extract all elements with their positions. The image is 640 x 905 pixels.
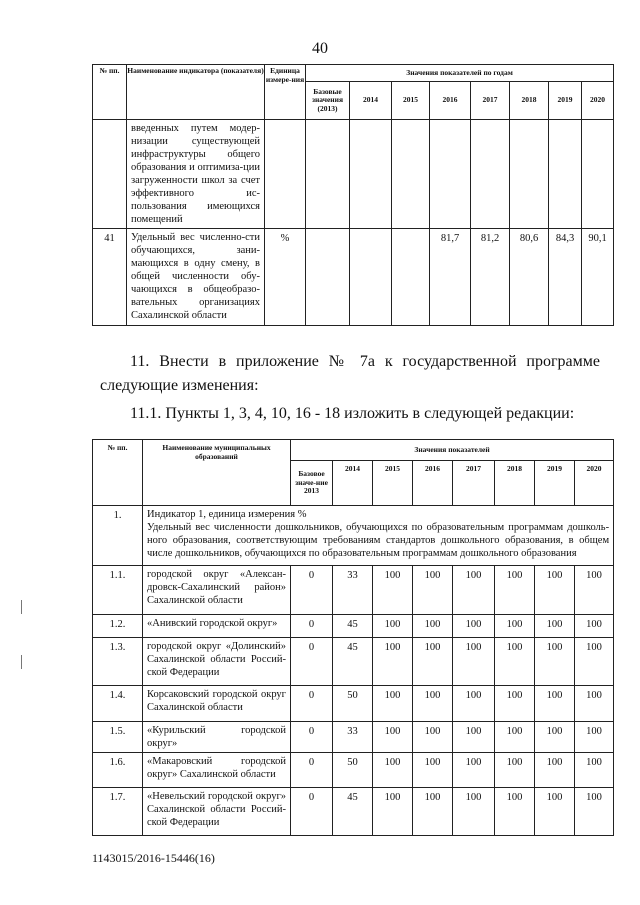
row-name: городской округ «Долинский» Сахалинской области Россий-ской Федерации [143, 638, 291, 686]
header-year: 2014 [350, 82, 392, 120]
amendment-subparagraph: 11.1. Пункты 1, 3, 4, 10, 16 - 18 изложить в следующей редакции: [130, 405, 575, 422]
row-value: 100 [495, 722, 535, 753]
row-value: 100 [575, 753, 614, 788]
row-unit [265, 120, 306, 229]
row-value: 100 [575, 638, 614, 686]
row-value [471, 120, 510, 229]
header-year: 2017 [471, 82, 510, 120]
table-row [93, 615, 614, 638]
row-value [549, 120, 582, 229]
row-base [306, 229, 350, 326]
row-base [306, 120, 350, 229]
row-value: 100 [575, 686, 614, 722]
row-num: 41 [93, 229, 127, 326]
margin-mark [21, 600, 22, 614]
header-year: 2015 [392, 82, 430, 120]
row-value [350, 120, 392, 229]
header-year: 2014 [333, 461, 373, 506]
row-name: городской округ «Алексан-дровск-Сахалинский район» Сахалинской области [143, 566, 291, 615]
row-value [510, 120, 549, 229]
row-name: Удельный вес численно-сти обучающихся, зани-мающихся в одну смену, в общей численности обу-чающихся в общеобразо-вательных организациях Сахалинской области [127, 229, 265, 326]
row-value: 100 [413, 615, 453, 638]
row-value: 100 [453, 686, 495, 722]
row-value: 100 [535, 566, 575, 615]
header-year: 2019 [535, 461, 575, 506]
indicator-description [143, 506, 614, 566]
indicator-text: Удельный вес численности дошкольников, обучающихся по образовательным программам дошколь-ного образования, соответствующим требованиям стандартов дошкольного образования, в общем числе дошкольников, обучающихся по образовательным программам дошкольного образования [147, 522, 610, 559]
table-row [93, 229, 614, 326]
row-value: 100 [453, 753, 495, 788]
row-value: 100 [413, 566, 453, 615]
indicator-table [92, 64, 614, 326]
row-base: 0 [291, 638, 333, 686]
row-value: 100 [535, 638, 575, 686]
header-year: 2020 [575, 461, 614, 506]
row-name: Корсаковский городской округ Сахалинской области [143, 686, 291, 722]
page-number: 40 [312, 40, 328, 57]
row-value: 100 [575, 615, 614, 638]
header-values-by-year: Значения показателей по годам [306, 65, 614, 82]
header-year: 2017 [453, 461, 495, 506]
row-value: 100 [535, 753, 575, 788]
row-value: 81,7 [430, 229, 471, 326]
row-value: 33 [333, 566, 373, 615]
row-num: 1.7. [93, 788, 143, 836]
row-value: 100 [535, 788, 575, 836]
row-value: 100 [495, 566, 535, 615]
header-name: Наименование индикатора (показателя) [127, 65, 265, 120]
row-value: 100 [373, 788, 413, 836]
header-year: 2016 [430, 82, 471, 120]
row-value: 100 [495, 615, 535, 638]
indicator-num: 1. [93, 506, 143, 566]
row-value: 100 [413, 686, 453, 722]
row-value [392, 120, 430, 229]
row-value: 100 [413, 722, 453, 753]
header-num: № пп. [93, 440, 143, 506]
row-value: 50 [333, 753, 373, 788]
margin-mark [21, 655, 22, 669]
row-value: 100 [453, 722, 495, 753]
row-value [350, 229, 392, 326]
header-num: № пп. [93, 65, 127, 120]
table-row [93, 686, 614, 722]
row-value: 100 [535, 686, 575, 722]
row-name: «Курильский городской округ» [143, 722, 291, 753]
amendment-paragraph: 11. Внести в приложение № 7а к государственной программе следующие изменения: [100, 353, 600, 394]
row-value: 100 [373, 686, 413, 722]
row-value: 100 [373, 566, 413, 615]
row-num: 1.4. [93, 686, 143, 722]
row-num [93, 120, 127, 229]
header-year: 2020 [582, 82, 614, 120]
row-base: 0 [291, 753, 333, 788]
header-year: 2018 [495, 461, 535, 506]
row-value: 45 [333, 788, 373, 836]
header-year: 2019 [549, 82, 582, 120]
table-row [93, 788, 614, 836]
row-value: 80,6 [510, 229, 549, 326]
document-footer: 1143015/2016-15446(16) [92, 851, 215, 865]
row-value: 100 [373, 638, 413, 686]
header-base: Базовые значения (2013) [306, 82, 350, 120]
row-value: 100 [535, 615, 575, 638]
indicator-title: Индикатор 1, единица измерения % [147, 509, 307, 520]
row-base: 0 [291, 686, 333, 722]
row-value: 100 [413, 638, 453, 686]
municipal-indicator-table [92, 439, 614, 836]
row-value: 45 [333, 615, 373, 638]
row-num: 1.6. [93, 753, 143, 788]
row-value: 90,1 [582, 229, 614, 326]
row-value: 100 [495, 638, 535, 686]
row-value: 84,3 [549, 229, 582, 326]
row-value: 100 [413, 788, 453, 836]
row-value: 100 [413, 753, 453, 788]
row-value: 100 [453, 566, 495, 615]
row-num: 1.5. [93, 722, 143, 753]
row-name: введенных путем модер-низации существующей инфраструктуры общего образования и оптимиза-ции загруженности школ за счет эффективного ис-пользования имеющихся помещений [127, 120, 265, 229]
row-name: «Невельский городской округ» Сахалинской области Россий-ской Федерации [143, 788, 291, 836]
row-num: 1.2. [93, 615, 143, 638]
header-year: 2018 [510, 82, 549, 120]
row-unit: % [265, 229, 306, 326]
row-num: 1.3. [93, 638, 143, 686]
row-name: «Макаровский городской округ» Сахалинской области [143, 753, 291, 788]
row-name: «Анивский городской округ» [143, 615, 291, 638]
row-value: 100 [495, 788, 535, 836]
row-value: 100 [575, 722, 614, 753]
row-value: 100 [453, 638, 495, 686]
row-value: 100 [373, 722, 413, 753]
row-value: 100 [535, 722, 575, 753]
header-year: 2016 [413, 461, 453, 506]
header-name: Наименование муниципальных образований [143, 440, 291, 506]
table-row [93, 120, 614, 229]
table-row [93, 753, 614, 788]
row-value: 100 [575, 566, 614, 615]
row-value: 100 [495, 753, 535, 788]
row-value [430, 120, 471, 229]
row-base: 0 [291, 615, 333, 638]
row-value [392, 229, 430, 326]
header-year: 2015 [373, 461, 413, 506]
header-values: Значения показателей [291, 440, 614, 461]
table-row [93, 566, 614, 615]
row-base: 0 [291, 722, 333, 753]
row-base: 0 [291, 566, 333, 615]
row-num: 1.1. [93, 566, 143, 615]
header-base: Базовое значе-ние 2013 [291, 461, 333, 506]
row-value: 81,2 [471, 229, 510, 326]
row-value: 100 [495, 686, 535, 722]
row-value: 100 [373, 615, 413, 638]
row-value [582, 120, 614, 229]
row-value: 50 [333, 686, 373, 722]
row-value: 100 [373, 753, 413, 788]
header-unit: Единица измере-ния [265, 65, 306, 120]
row-base: 0 [291, 788, 333, 836]
row-value: 45 [333, 638, 373, 686]
row-value: 100 [453, 788, 495, 836]
row-value: 100 [453, 615, 495, 638]
table-row [93, 638, 614, 686]
indicator-row [93, 506, 614, 566]
row-value: 33 [333, 722, 373, 753]
table-row [93, 722, 614, 753]
row-value: 100 [575, 788, 614, 836]
